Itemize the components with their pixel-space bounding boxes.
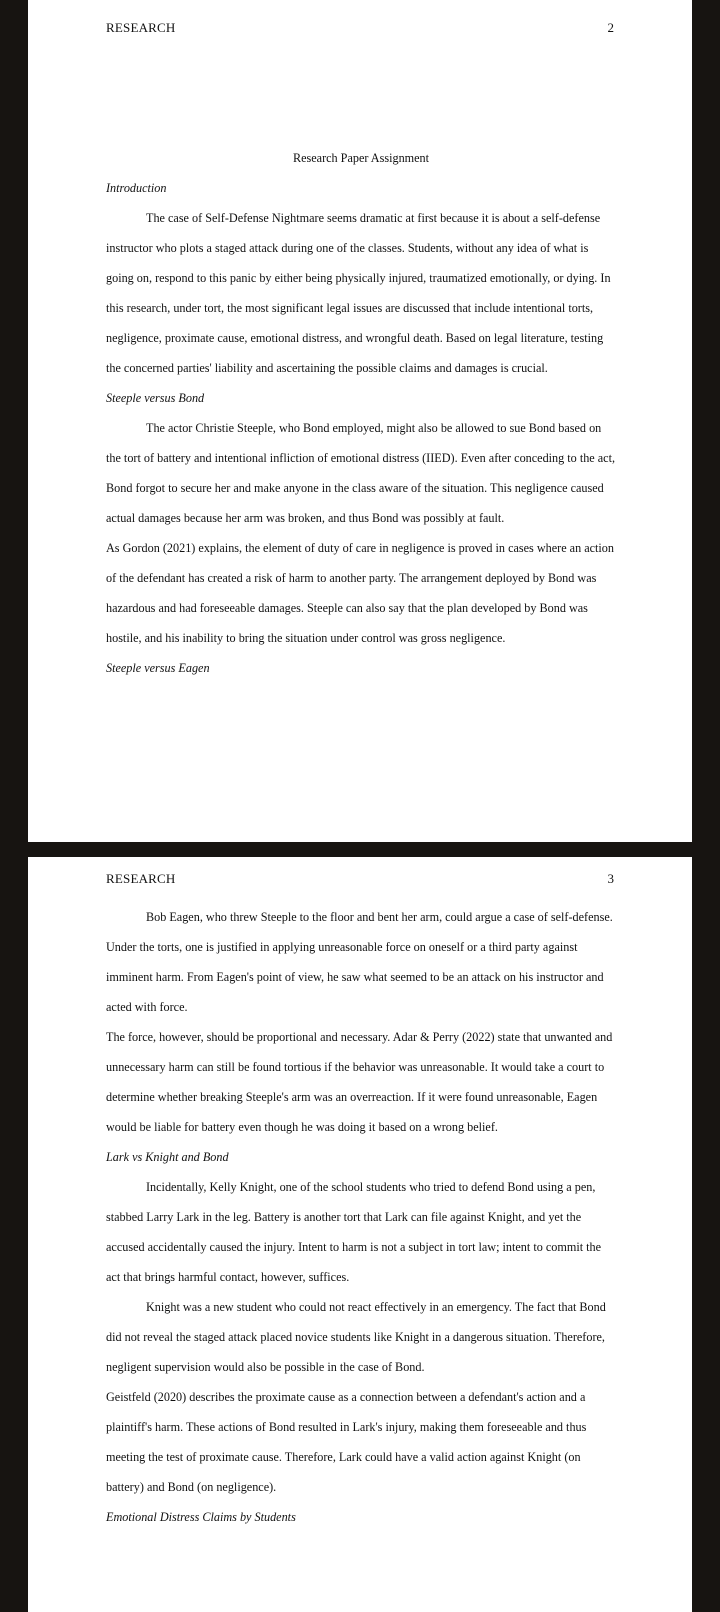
- page-body: [106, 902, 616, 1532]
- section-heading-steeple-eagen: Steeple versus Eagen: [106, 661, 210, 675]
- lark-paragraph-3: Geistfeld (2020) describes the proximate cause as a connection between a defendant's action and a plaintiff's harm. These actions of Bond resulted in Lark's injury, making them foreseeable and thus meeting the test of proximate cause. Therefore, Lark could have a valid action against Knight (on battery) and Bond (on negligence).: [106, 1390, 587, 1494]
- section-heading-emotional-distress: Emotional Distress Claims by Students: [106, 1510, 296, 1524]
- section-heading-lark: Lark vs Knight and Bond: [106, 1150, 229, 1164]
- section-heading-introduction: Introduction: [106, 181, 167, 195]
- running-head: RESEARCH: [106, 871, 176, 886]
- eagen-paragraph-2: The force, however, should be proportional and necessary. Adar & Perry (2022) state that unwanted and unnecessary harm can still be found tortious if the behavior was unreasonable. It would take a court to determine whether breaking Steeple's arm was an overreaction. If it were found unreasonable, Eagen would be liable for battery even though he was doing it based on a wrong belief.: [106, 1030, 613, 1134]
- running-head: RESEARCH: [106, 20, 176, 35]
- paper-title: Research Paper Assignment: [292, 151, 430, 165]
- section-heading-steeple-bond: Steeple versus Bond: [106, 391, 205, 405]
- document-page-2: [28, 0, 692, 842]
- page-number: 2: [607, 20, 614, 35]
- page-body: [106, 143, 616, 683]
- bond-paragraph-2: As Gordon (2021) explains, the element of duty of care in negligence is proved in cases where an action of the defendant has created a risk of harm to another party. The arrangement deployed by Bond was hazardous and had foreseeable damages. Steeple can also say that the plan developed by Bond was hostile, and his inability to bring the situation under control was gross negligence.: [106, 541, 614, 645]
- intro-paragraph: The case of Self-Defense Nightmare seems dramatic at first because it is about a self-defense instructor who plots a staged attack during one of the classes. Students, without any idea of what is going on, respond to this panic by either being physically injured, traumatized emotionally, or dying. In this research, under tort, the most significant legal issues are discussed that include intentional torts, negligence, proximate cause, emotional distress, and wrongful death. Based on legal literature, testing the concerned parties' liability and ascertaining the possible claims and damages is crucial.: [106, 211, 611, 375]
- page-number: 3: [607, 871, 614, 886]
- bond-paragraph-1: The actor Christie Steeple, who Bond employed, might also be allowed to sue Bond based on the tort of battery and intentional infliction of emotional distress (IIED). Even after conceding to the act, Bond forgot to secure her and make anyone in the class aware of the situation. This negligence caused actual damages because her arm was broken, and thus Bond was possibly at fault.: [106, 421, 616, 525]
- document-page-3: [28, 857, 692, 1612]
- lark-paragraph-2: Knight was a new student who could not react effectively in an emergency. The fact that Bond did not reveal the staged attack placed novice students like Knight in a dangerous situation. Therefore, negligent supervision would also be possible in the case of Bond.: [106, 1300, 606, 1374]
- lark-paragraph-1: Incidentally, Kelly Knight, one of the school students who tried to defend Bond using a pen, stabbed Larry Lark in the leg. Battery is another tort that Lark can file against Knight, and yet the accused accidentally caused the injury. Intent to harm is not a subject in tort law; intent to commit the act that brings harmful contact, however, suffices.: [106, 1180, 602, 1284]
- eagen-paragraph-1: Bob Eagen, who threw Steeple to the floor and bent her arm, could argue a case of self-defense. Under the torts, one is justified in applying unreasonable force on oneself or a third party against imminent harm. From Eagen's point of view, he saw what seemed to be an attack on his instructor and acted with force.: [106, 910, 613, 1014]
